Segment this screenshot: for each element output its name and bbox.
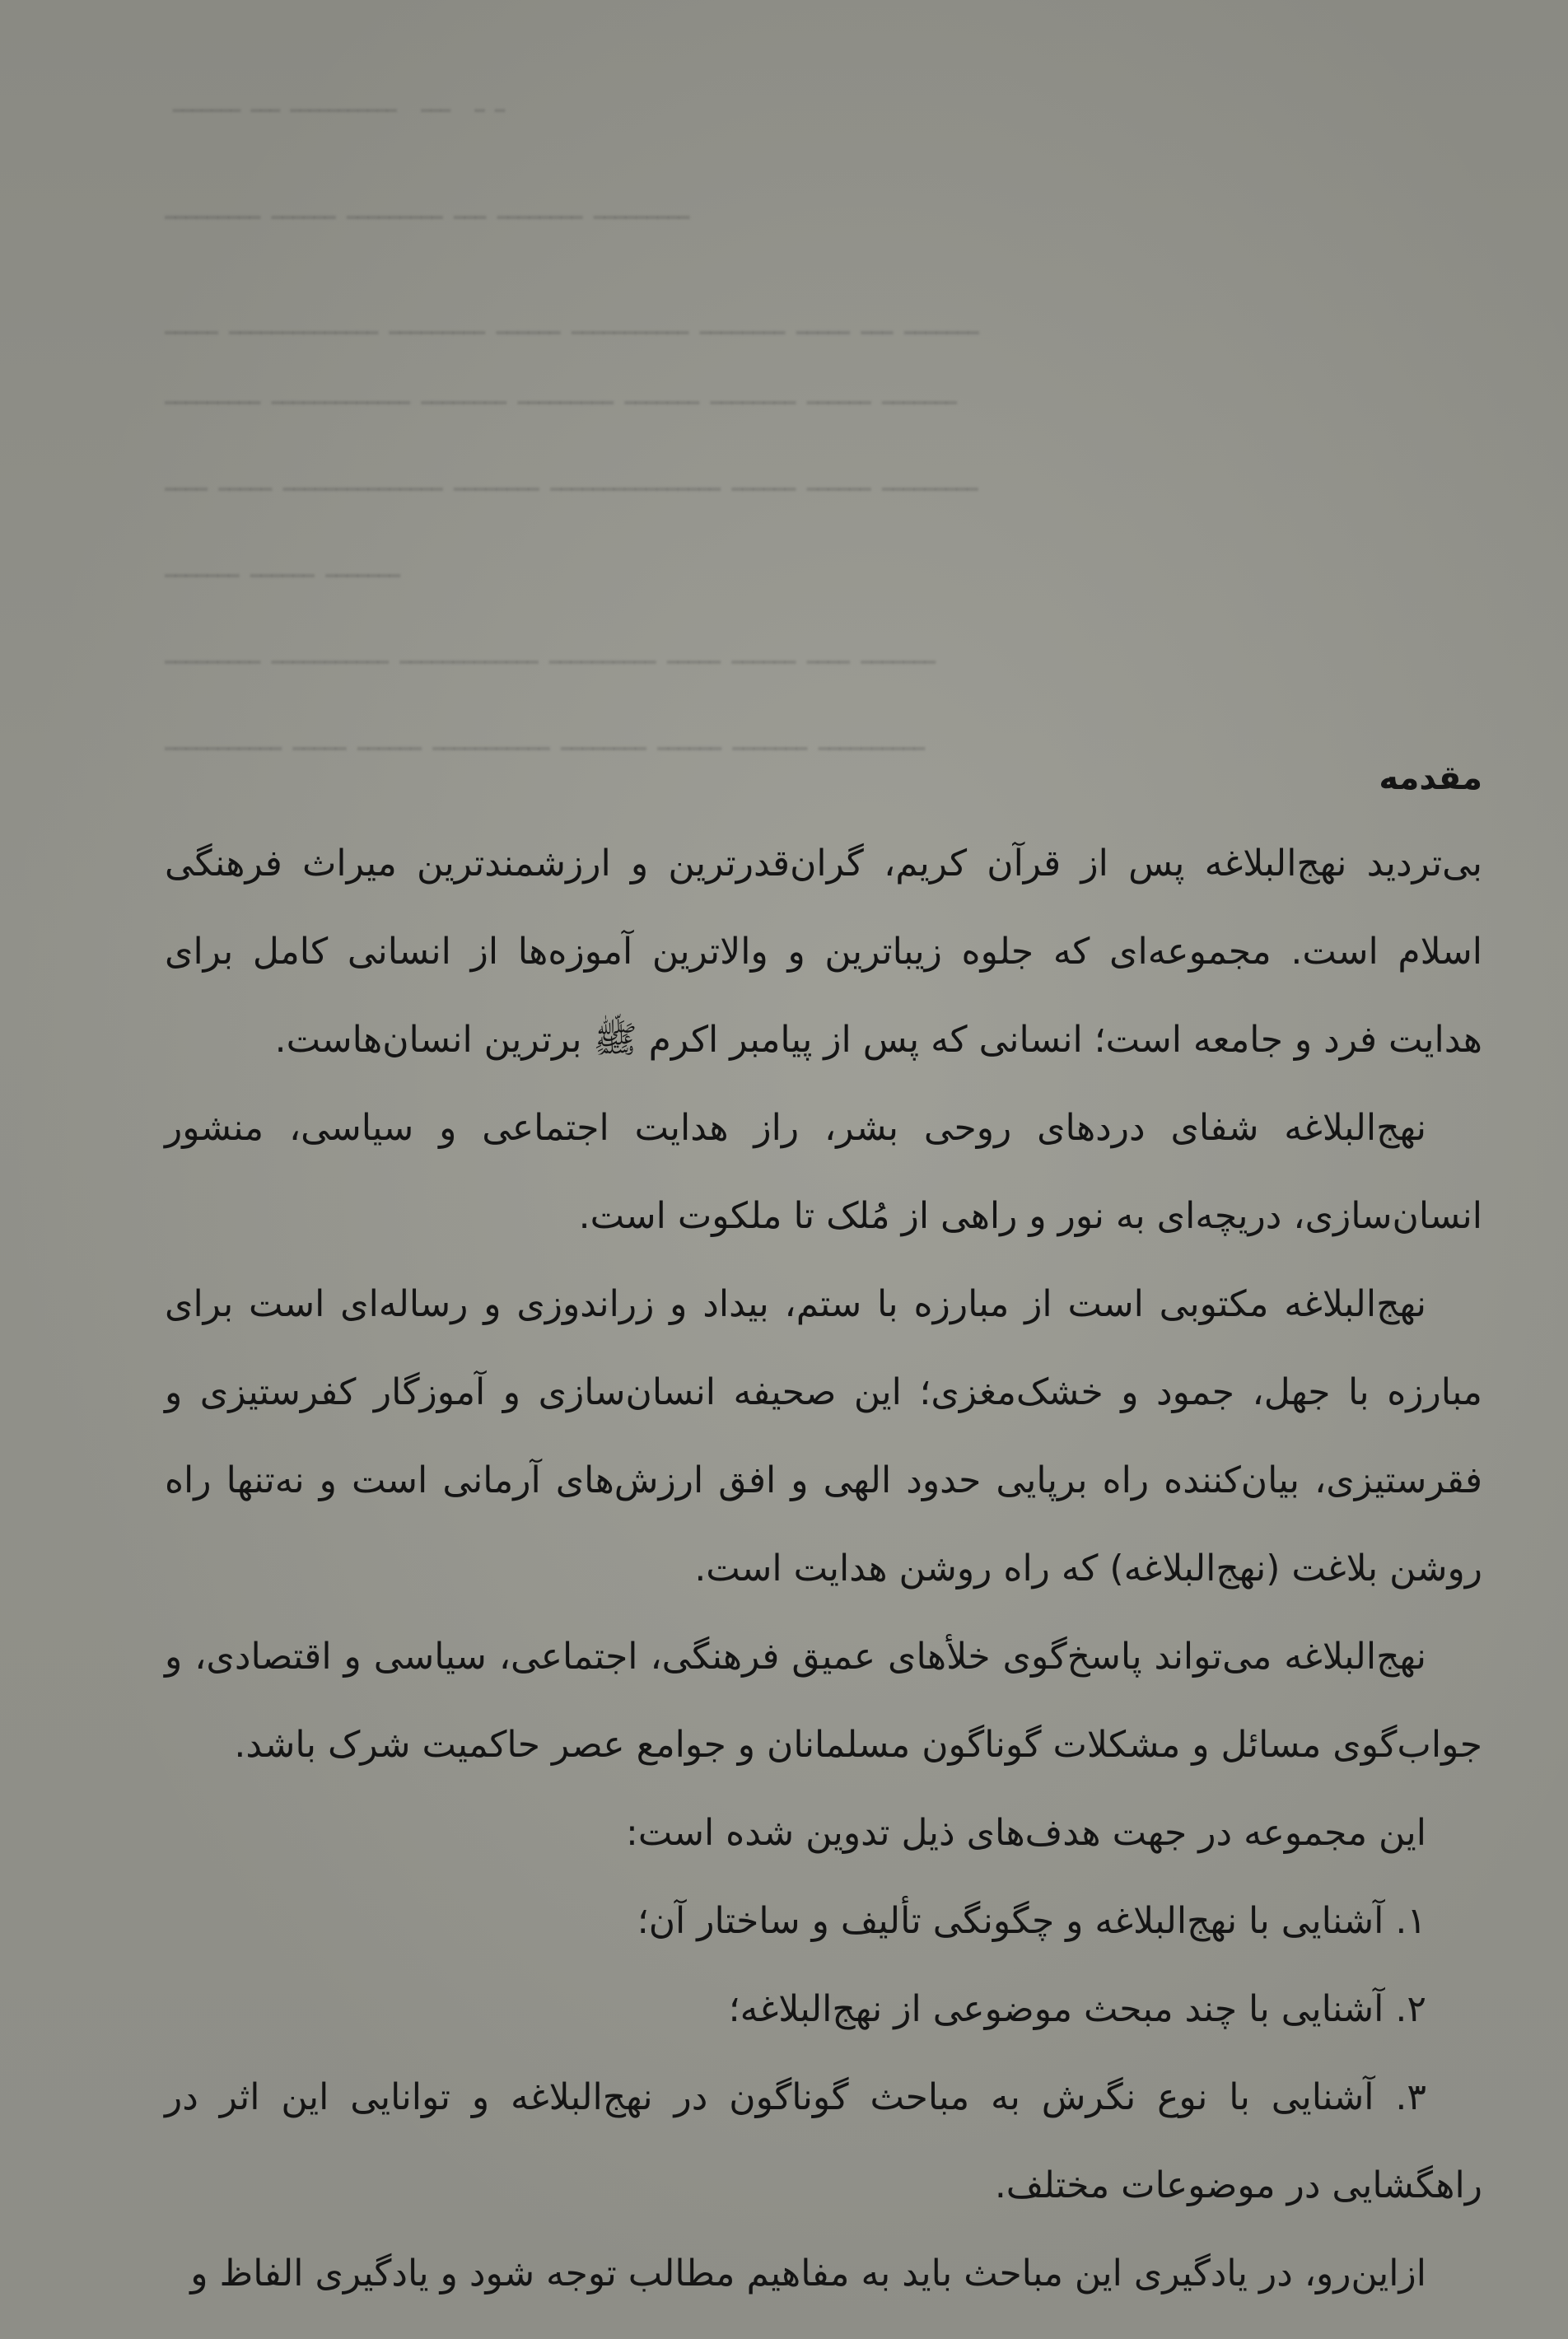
bleed-through-line: ـــــــــ ـــــــــــــ ــــــــ ـــــــــ ـــــــ ــــــــ ــــــ ـــــــ: [165, 375, 957, 411]
goal-item: ۲. آشنایی با چند مبحث موضوعی از نهج‌البلاغه؛: [728, 1988, 1426, 2030]
paragraph-intro: بی‌تردید نهج‌البلاغه پس از قرآن کریم، گران‌قدرترین و ارزشمندترین میراث فرهنگی اسلام است. مجموعه‌ای که جلوه زیباترین و والاترین آموزه‌ها از انسانی کامل برای هدایت فرد و جامعه است؛ انسانی که پس از پیامبر اکرم ﷺ برترین انسان‌هاست.: [165, 843, 1482, 1061]
bleed-through-line: ــــ ـــــ ـــــــــــــــ ــــــــ ــــــــــــــــ ــــــ ــــــ ـــــــــ: [165, 461, 978, 497]
goal-item: ۳. آشنایی با نوع نگرش به مباحث گوناگون در نهج‌البلاغه و توانایی این اثر در راهگشایی در موضوعات مختلف.: [165, 2076, 1482, 2206]
paragraph-healing: نهج‌البلاغه شفای دردهای روحی بشر، راز هدایت اجتماعی و سیاسی، منشور انسان‌سازی، دریچه‌ای به نور و راهی از مُلک تا ملکوت است.: [165, 1107, 1482, 1237]
bleed-through-line: ـــــــــ ــــــ ـــــــــ ـــ ــــــــ ـــــــــ: [165, 189, 690, 226]
paragraph-struggle: نهج‌البلاغه مکتوبی است از مبارزه با ستم، بیداد و زراندوزی و رساله‌ای است برای مبارزه با جهل، جمود و خشک‌مغزی؛ این صحیفه انسان‌سازی و آموزگار کفرستیزی و فقرستیزی، بیان‌کننده راه برپایی حدود الهی و افق ارزش‌های آرمانی است و نه‌تنها راه روشن بلاغت (نهج‌البلاغه) که راه روشن هدایت است.: [165, 1283, 1482, 1590]
goals-intro: این مجموعه در جهت هدف‌های ذیل تدوین شده است:: [626, 1812, 1426, 1854]
paragraph-closing: ازاین‌رو، در یادگیری این مباحث باید به مفاهیم مطالب توجه شود و یادگیری الفاظ و: [190, 2253, 1426, 2295]
bleed-through-line: ـــــــ ــــــ ـــــــ: [165, 548, 400, 584]
bleed-through-line: ـــــــــــ ـــــ ــــــ ـــــــــــ ــــــــ ــــــ ـــــــ ــــــــــ: [165, 721, 925, 757]
bleed-through-line: ـــــــــ ـــــــــــ ـــــــــــــ ــــــــــ ـــــ ــــــ ــــ ـــــــ: [165, 634, 936, 670]
paragraph-answers: نهج‌البلاغه می‌تواند پاسخ‌گوی خلأهای عمیق فرهنگی، اجتماعی، سیاسی و اقتصادی، و جواب‌گوی مسائل و مشکلات گوناگون مسلمانان و جوامع عصر حاکمیت شرک باشد.: [165, 1636, 1482, 1766]
bleed-through-header: ـــــــ ـــ ـــــــــــ ـــ ـ ـ: [173, 82, 505, 120]
goal-item: ۱. آشنایی با نهج‌البلاغه و چگونگی تألیف و ساختار آن؛: [637, 1900, 1426, 1942]
bleed-through-line: ـــــ ــــــــــــــ ـــــــــ ــــــ ـــــــــــ ــــــــ ـــــ ـــ ـــــــ: [165, 305, 979, 341]
section-heading: مقدمه: [1379, 759, 1482, 797]
document-body: [165, 754, 1482, 2318]
